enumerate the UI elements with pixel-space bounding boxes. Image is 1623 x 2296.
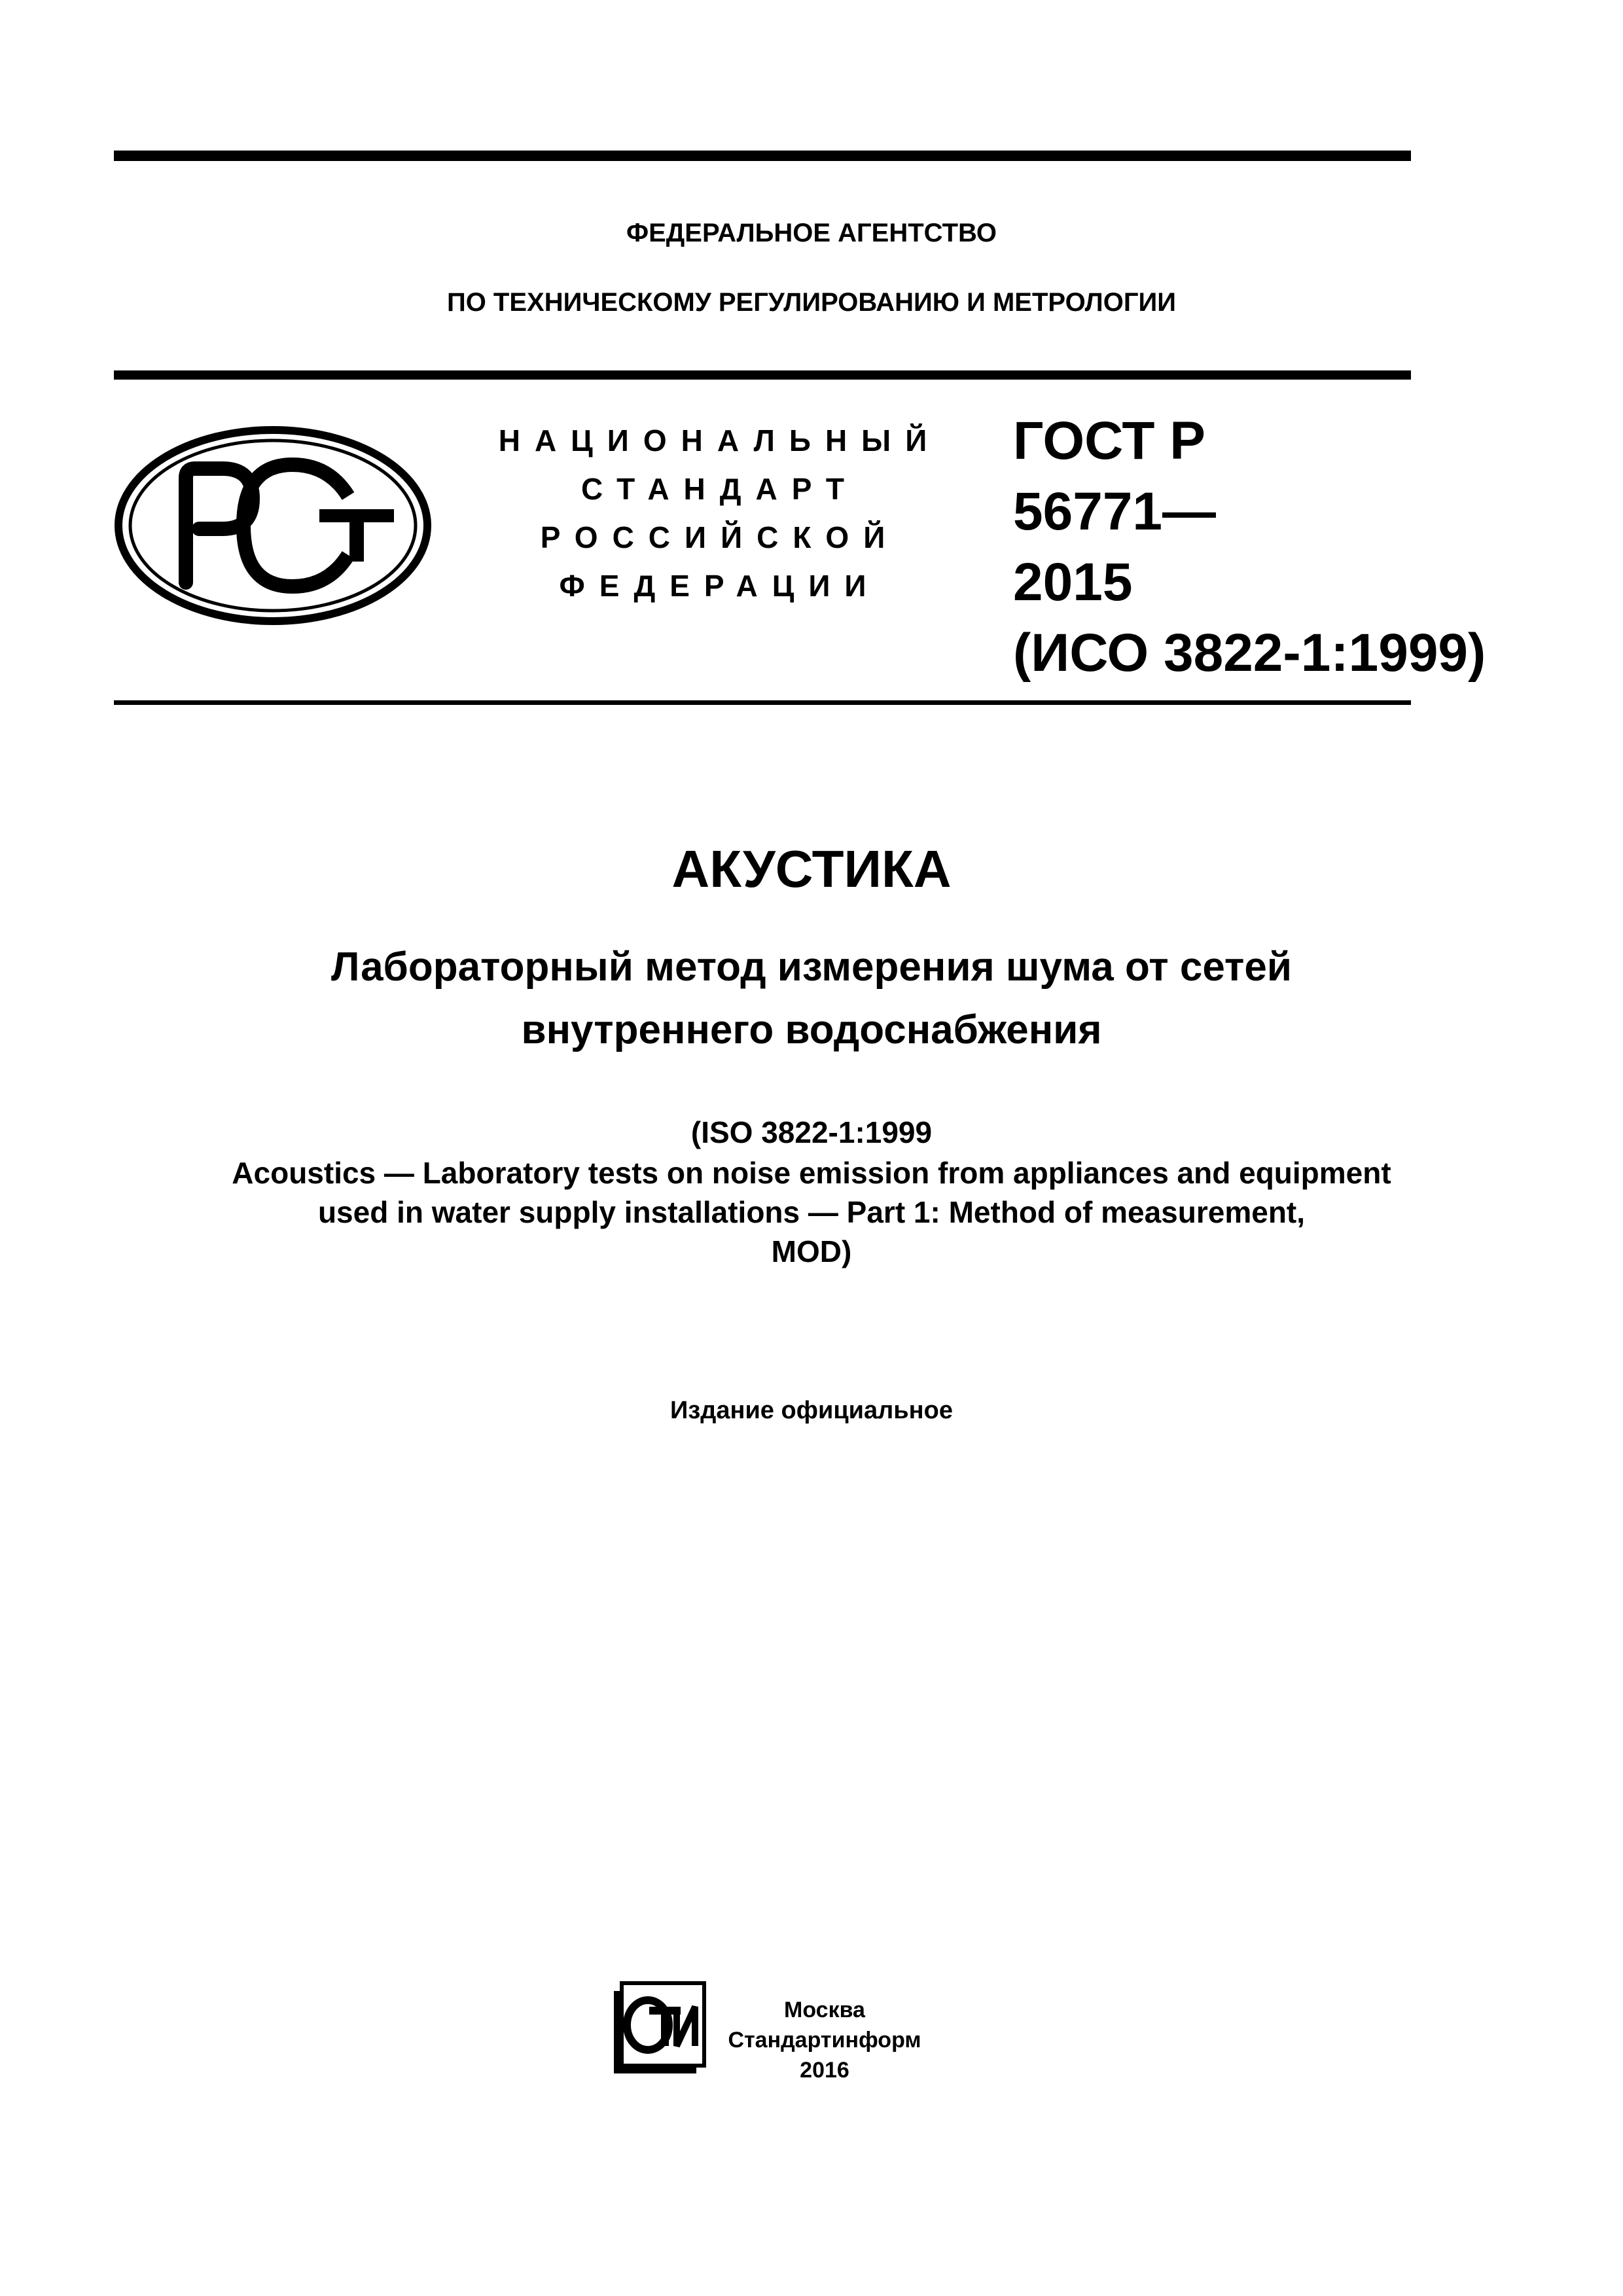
national-line-3: РОССИЙСКОЙ <box>540 520 900 554</box>
designation-line-3: 2015 <box>1013 552 1133 612</box>
iso-ref-line-1: (ISO 3822-1:1999 <box>690 1115 933 1149</box>
publisher-logo <box>609 1978 707 2076</box>
iso-ref-line-2: Acoustics — Laboratory tests on noise emission from appliances and equipment <box>232 1156 1391 1190</box>
iso-ref-line-3: used in water supply installations — Part 1: Method of measurement, <box>317 1195 1306 1229</box>
gost-logo <box>113 425 433 626</box>
national-standard-label <box>484 416 955 610</box>
block-rule <box>114 700 1411 705</box>
publisher-name: Стандартинформ <box>728 2028 921 2053</box>
national-line-4: ФЕДЕРАЦИИ <box>559 569 881 603</box>
agency-line-1: ФЕДЕРАЛЬНОЕ АГЕНТСТВО <box>626 219 997 247</box>
publisher-year: 2016 <box>800 2058 849 2083</box>
sti-logo-icon <box>609 1978 707 2076</box>
document-subtitle-1: Лабораторный метод измерения шума от сетей <box>331 944 1292 990</box>
header-rule <box>114 370 1411 380</box>
document-subtitle-2: внутреннего водоснабжения <box>521 1007 1102 1052</box>
document-title: АКУСТИКА <box>671 840 952 898</box>
iso-ref-line-4: MOD) <box>771 1234 852 1268</box>
rst-emblem-icon <box>113 425 433 626</box>
designation-line-1: ГОСТ Р <box>1013 411 1205 471</box>
designation-line-2: 56771— <box>1013 482 1217 541</box>
publisher-info <box>726 1995 923 2085</box>
agency-line-2: ПО ТЕХНИЧЕСКОМУ РЕГУЛИРОВАНИЮ И МЕТРОЛОГИИ <box>446 288 1177 317</box>
designation-line-4: (ИСО 3822-1:1999) <box>1013 623 1486 683</box>
national-line-1: НАЦИОНАЛЬНЫЙ <box>498 423 942 457</box>
edition-label: Издание официальное <box>670 1397 953 1424</box>
standard-designation <box>1013 406 1486 689</box>
publisher-city: Москва <box>784 1998 865 2022</box>
top-rule <box>114 151 1411 161</box>
national-line-2: СТАНДАРТ <box>581 472 859 506</box>
